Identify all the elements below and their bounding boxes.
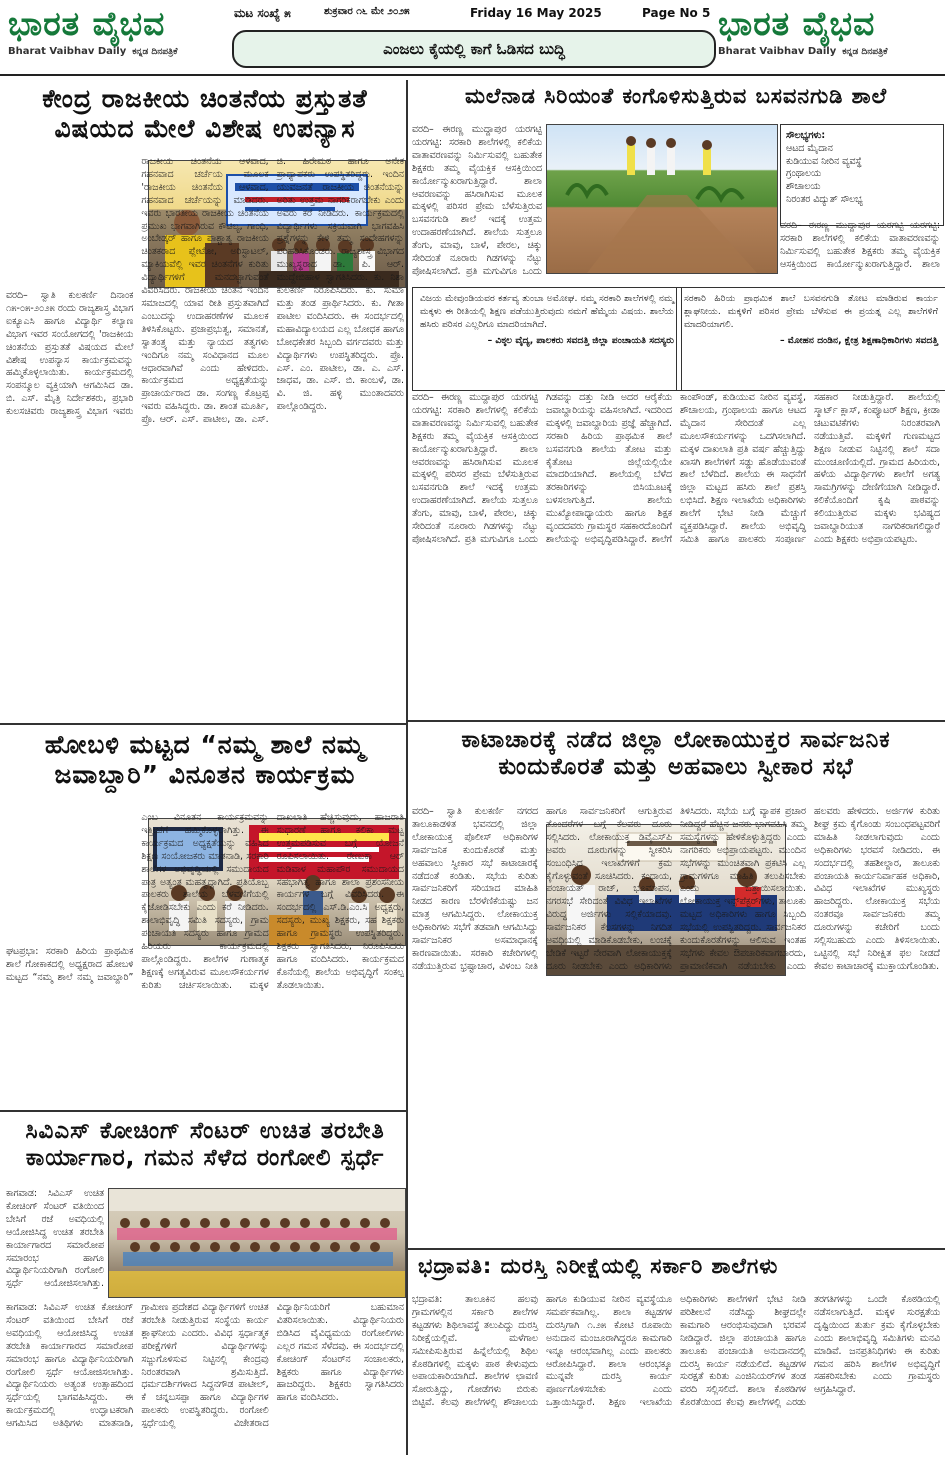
volume-number: ಮಟ ಸಂಖ್ಯೆ ೫ [234,6,291,20]
section-rule [408,720,945,722]
article-body-cvs-main: ಕಾಗವಾಡ: ಸಿವಿಎಸ್ ಉಚಿತ ಕೋಚಿಂಗ್ ಸೆಂಟರ್ ವತಿಯಿಂದ ಬೇಸಿಗೆ ರಜೆ ಅವಧಿಯಲ್ಲಿ ಆಯೋಜಿಸಿದ್ದ ಉಚಿತ ತರಬೇತಿ ಕಾರ್ಯಾಗಾರದ ಸಮಾರೋಪ ಸಮಾರಂಭ ಹಾಗೂ ವಿದ್ಯಾರ್ಥಿನಿಯರಿಗಾಗಿ ರಂಗೋಲಿ ಸ್ಪರ್ಧೆ ಆಯೋಜಿಸಲಾಗಿತ್ತು. ವಿದ್ಯಾರ್ಥಿನಿಯರು ಅತ್ಯಂತ ಉತ್ಸಾಹದಿಂದ ಸ್ಪರ್ಧೆಯಲ್ಲಿ ಭಾಗವಹಿಸಿದ್ದರು. ಈ ಕಾರ್ಯಕ್ರಮದಲ್ಲಿ ಉದ್ಘಾಟಕರಾಗಿ ಆಗಮಿಸಿದ ಅತಿಥಿಗಳು ಮಾತನಾಡಿ, ಗ್ರಾಮೀಣ ಪ್ರದೇಶದ ವಿದ್ಯಾರ್ಥಿಗಳಿಗೆ ಉಚಿತ ತರಬೇತಿ ನೀಡುತ್ತಿರುವ ಸಂಸ್ಥೆಯ ಕಾರ್ಯ ಶ್ಲಾಘನೀಯ ಎಂದರು. ವಿವಿಧ ಸ್ಪರ್ಧಾತ್ಮಕ ಪರೀಕ್ಷೆಗಳಿಗೆ ವಿದ್ಯಾರ್ಥಿಗಳನ್ನು ಸಜ್ಜುಗೊಳಿಸುವ ನಿಟ್ಟಿನಲ್ಲಿ ಕೇಂದ್ರವು ನಿರಂತರವಾಗಿ ಶ್ರಮಿಸುತ್ತಿದೆ. ಧರ್ಮದರ್ಶಿಗಳಾದ ಸಿದ್ದನಗೌಡ ಪಾಟೀಲ್, ಕೆ ಚನ್ನಬಸಪ್ಪಾ ಹಾಗೂ ವಿದ್ಯಾರ್ಥಿಗಳ ಪಾಲಕರು ಉಪಸ್ಥಿತರಿದ್ದರು. ರಂಗೋಲಿ ಸ್ಪರ್ಧೆಯಲ್ಲಿ ವಿಜೇತರಾದ ವಿದ್ಯಾರ್ಥಿನಿಯರಿಗೆ ಬಹುಮಾನ ವಿತರಿಸಲಾಯಿತು. ವಿದ್ಯಾರ್ಥಿನಿಯರು ಬಿಡಿಸಿದ ವೈವಿಧ್ಯಮಯ ರಂಗೋಲಿಗಳು ಎಲ್ಲರ ಗಮನ ಸೆಳೆದವು. ಈ ಸಂದರ್ಭದಲ್ಲಿ ಕೋಚಿಂಗ್ ಸೆಂಟರ್‌ನ ಸಂಚಾಲಕರು, ಶಿಕ್ಷಕರು ಹಾಗೂ ವಿದ್ಯಾರ್ಥಿಗಳು ಹಾಜರಿದ್ದರು. ಶಿಕ್ಷಕರು ಸ್ವಾಗತಿಸಿದರು ಹಾಗೂ ವಂದಿಸಿದರು. [6,1302,404,1430]
page-number: Page No 5 [642,6,711,20]
headline-bhadravathi-schools: ಭದ್ರಾವತಿ: ದುರಸ್ತಿ ನಿರೀಕ್ಷೆಯಲ್ಲಿ ಸರ್ಕಾರಿ ಶಾಲೆಗಳು [418,1254,779,1278]
masthead-logo-left [8,4,228,70]
headline-political-lecture: ಕೇಂದ್ರ ರಾಜಕೀಯ ಚಿಂತನೆಯ ಪ್ರಸ್ತುತತೆ ವಿಷಯದ ಮೇಲೆ ವಿಶೇಷ ಉಪನ್ಯಾಸ [42,84,368,143]
students-photo-illustration [109,1189,405,1297]
logo-kannada: ಭಾರತ ವೈಭವ [8,4,166,43]
facilities-box [780,124,944,226]
facility-item: ಕುಡಿಯುವ ನೀರಿನ ವ್ಯವಸ್ಥೆ [786,155,862,167]
kannada-date: ಶುಕ್ರವಾರ ೧೬ ಮೇ ೨೦೨೫ [324,6,410,17]
photo-school-garden [546,124,778,274]
masthead [0,0,945,76]
issue-date: Friday 16 May 2025 [470,6,602,20]
photo-cvs-students [108,1188,406,1298]
headline-namma-shale: ಹೋಬಳಿ ಮಟ್ಟದ “ನಮ್ಮ ಶಾಲೆ ನಮ್ಮ ಜವಾಬ್ದಾರಿ” ವಿನೂತನ ಕಾರ್ಯಕ್ರಮ [44,730,366,789]
logo-english: Bharat Vaibhav Daily ಕನ್ನಡ ದಿನಪತ್ರಿಕೆ [718,46,888,57]
garden-photo-illustration [547,125,777,273]
facility-item: ಶೌಚಾಲಯ [786,181,821,193]
article-body-bhadravathi: ಭದ್ರಾವತಿ: ತಾಲೂಕಿನ ಹಲವು ಗ್ರಾಮಗಳಲ್ಲಿನ ಸರ್ಕಾರಿ ಶಾಲೆಗಳ ಕಟ್ಟಡಗಳು ಶಿಥಿಲಾವಸ್ಥೆ ತಲುಪಿದ್ದು ದುರಸ್ತಿ ನಿರೀಕ್ಷೆಯಲ್ಲಿವೆ. ಮಳೆಗಾಲ ಸಮೀಪಿಸುತ್ತಿರುವ ಹಿನ್ನೆಲೆಯಲ್ಲಿ ಶಿಥಿಲ ಕೊಠಡಿಗಳಲ್ಲಿ ಮಕ್ಕಳು ಪಾಠ ಕೇಳುವುದು ಅಪಾಯಕಾರಿಯಾಗಿದೆ. ಶಾಲೆಗಳ ಛಾವಣಿ ಸೋರುತ್ತಿದ್ದು, ಗೋಡೆಗಳು ಬಿರುಕು ಬಿಟ್ಟಿವೆ. ಕೆಲವು ಶಾಲೆಗಳಲ್ಲಿ ಶೌಚಾಲಯ ಹಾಗೂ ಕುಡಿಯುವ ನೀರಿನ ವ್ಯವಸ್ಥೆಯೂ ಸಮರ್ಪಕವಾಗಿಲ್ಲ. ಶಾಲಾ ಕಟ್ಟಡಗಳ ದುರಸ್ತಿಗಾಗಿ ೧.೨೫ ಕೋಟಿ ರೂಪಾಯಿ ಅನುದಾನ ಮಂಜೂರಾಗಿದ್ದರೂ ಕಾಮಗಾರಿ ಇನ್ನೂ ಆರಂಭವಾಗಿಲ್ಲ ಎಂದು ಪಾಲಕರು ಆರೋಪಿಸಿದ್ದಾರೆ. ಶಾಲಾ ಆರಂಭಕ್ಕೂ ಮುನ್ನವೇ ದುರಸ್ತಿ ಕಾರ್ಯ ಪೂರ್ಣಗೊಳಿಸಬೇಕು ಎಂದು ಒತ್ತಾಯಿಸಿದ್ದಾರೆ. ಶಿಕ್ಷಣ ಇಲಾಖೆಯ ಅಧಿಕಾರಿಗಳು ಶಾಲೆಗಳಿಗೆ ಭೇಟಿ ನೀಡಿ ಪರಿಶೀಲನೆ ನಡೆಸಿದ್ದು ಶೀಘ್ರದಲ್ಲೇ ಕಾಮಗಾರಿ ಆರಂಭಿಸುವುದಾಗಿ ಭರವಸೆ ನೀಡಿದ್ದಾರೆ. ಜಿಲ್ಲಾ ಪಂಚಾಯತಿ ಹಾಗೂ ತಾಲೂಕು ಪಂಚಾಯತಿ ಅನುದಾನದಲ್ಲಿ ದುರಸ್ತಿ ಕಾರ್ಯ ನಡೆಯಲಿದೆ. ಕಟ್ಟಡಗಳ ಸುರಕ್ಷತೆ ಕುರಿತು ಎಂಜಿನಿಯರ್‌ಗಳ ತಂಡ ವರದಿ ಸಲ್ಲಿಸಲಿದೆ. ಶಾಲಾ ಕೊಠಡಿಗಳ ಕೊರತೆಯಿಂದ ಕೆಲವು ಶಾಲೆಗಳಲ್ಲಿ ಎರಡು ತರಗತಿಗಳನ್ನು ಒಂದೇ ಕೊಠಡಿಯಲ್ಲಿ ನಡೆಸಲಾಗುತ್ತಿದೆ. ಮಕ್ಕಳ ಸುರಕ್ಷತೆಯ ದೃಷ್ಟಿಯಿಂದ ತುರ್ತು ಕ್ರಮ ಕೈಗೊಳ್ಳಬೇಕು ಎಂದು ಶಾಲಾಭಿವೃದ್ಧಿ ಸಮಿತಿಗಳು ಮನವಿ ಮಾಡಿವೆ. ಜನಪ್ರತಿನಿಧಿಗಳು ಈ ಕುರಿತು ಗಮನ ಹರಿಸಿ ಶಾಲೆಗಳ ಅಭಿವೃದ್ಧಿಗೆ ಸಹಕರಿಸಬೇಕು ಎಂದು ಗ್ರಾಮಸ್ಥರು ಆಗ್ರಹಿಸಿದ್ದಾರೆ. [412,1294,940,1409]
article-body-cvs-intro: ಕಾಗವಾಡ: ಸಿವಿಎಸ್ ಉಚಿತ ಕೋಚಿಂಗ್ ಸೆಂಟರ್ ವತಿಯಿಂದ ಬೇಸಿಗೆ ರಜೆ ಅವಧಿಯಲ್ಲಿ ಆಯೋಜಿಸಿದ್ದ ಉಚಿತ ತರಬೇತಿ ಕಾರ್ಯಾಗಾರದ ಸಮಾರೋಪ ಸಮಾರಂಭ ಹಾಗೂ ವಿದ್ಯಾರ್ಥಿನಿಯರಿಗಾಗಿ ರಂಗೋಲಿ ಸ್ಪರ್ಧೆ ಆಯೋಜಿಸಲಾಗಿತ್ತು. [6,1188,104,1290]
issue-info [232,3,712,25]
logo-english: Bharat Vaibhav Daily ಕನ್ನಡ ದಿನಪತ್ರಿಕೆ [8,46,178,57]
facilities-title: ಸೌಲಭ್ಯಗಳು: [786,130,826,141]
article-body-basavanagudi-side: ವರದಿ– ಈರಣ್ಣ ಮುದ್ದಾಪುರ ಯರಗಟ್ಟಿ ಯರಗಟ್ಟಿ: ಸರಕಾರಿ ಶಾಲೆಗಳಲ್ಲಿ ಕಲಿಕೆಯ ವಾತಾವರಣವನ್ನು ನಿರ್ಮಿಸುವಲ್ಲಿ ಬಹುತೇಕ ಶಿಕ್ಷಕರು ತಮ್ಮ ವೈಯಕ್ತಿಕ ಆಸಕ್ತಿಯಿಂದ ಕಾರ್ಯೋನ್ಮುಖರಾಗುತ್ತಿದ್ದಾರೆ. ಶಾಲಾ [780,220,940,270]
article-body-political-lecture: ವರದಿ– ಸ್ವಾತಿ ಕುಲಕರ್ಣಿ ದಿನಾಂಕ ೧೫-೦೫-೨೦೨೫ ರಂದು ರಾಜ್ಯಶಾಸ್ತ್ರ ವಿಭಾಗ ಐಕ್ಯೂಎಸಿ ಹಾಗೂ ವಿದ್ಯಾರ್ಥಿ ಕಲ್ಯಾಣ ವಿಭಾಗ ಇವರ ಸಂಯೋಗದಲ್ಲಿ 'ರಾಜಕೀಯ ಚಿಂತನೆಯ ಪ್ರಸ್ತುತತೆ ವಿಷಯದ ಮೇಲೆ ವಿಶೇಷ ಉಪನ್ಯಾಸ ಕಾರ್ಯಕ್ರಮವನ್ನು ಹಮ್ಮಿಕೊಳ್ಳಲಾಯಿತು. ಕಾರ್ಯಕ್ರಮದಲ್ಲಿ ಸಂಪನ್ಮೂಲ ವ್ಯಕ್ತಿಯಾಗಿ ಆಗಮಿಸಿದ ಡಾ. ಬಿ. ಎಸ್. ಮೈತ್ರಿ ನಿರ್ದೇಶಕರು, ಪ್ರಭಾರಿ ಕುಲಸಚಿವರು ರಾಜ್ಯಶಾಸ್ತ್ರ ವಿಭಾಗ ಇವರು ರಾಜಕೀಯ ಚಿಂತನೆಯ ಆಳವಾದ, ಗಹನವಾದ ಚರ್ಚೆಯ ಮೂಲಕ 'ರಾಜಕೀಯ ಚಿಂತನೆಯ ಆಳವಾದ, ಗಹನವಾದ ಚರ್ಚೆಯನ್ನು ಮಾಡಿದರು. ಇವರು ಭಾರತೀಯ ರಾಜಕೀಯ ಚಿಂತನೆಯ ಪ್ರಮುಖ ಭಾಗವಾಗಿರುವ ಕೌಟಿಲ್ಯ, ಗಾಂಧಿ, ಅಂಬೇಡ್ಕರ್ ಹಾಗೂ ಪಾಶ್ಚಾತ್ಯ ರಾಜಕೀಯ ಚಿಂತಕರಾದ ಪ್ಲೇಟೋ, ಅರಿಸ್ಟಾಟಲ್, ಮ್ಯಾಕಿಯವೆಲ್ಲಿ ಇವರ ಚಿಂತನೆಗಳ ಕುರಿತು ವಿದ್ಯಾರ್ಥಿಗಳಿಗೆ ಮನದಟ್ಟಾಗುವಂತೆ ವಿವರಿಸಿದರು. ರಾಜಕೀಯ ಚಿಂತನೆ ಇಂದಿನ ಸಮಾಜದಲ್ಲಿ ಯಾವ ರೀತಿ ಪ್ರಸ್ತುತವಾಗಿದೆ ಎಂಬುದನ್ನು ಉದಾಹರಣೆಗಳ ಮೂಲಕ ತಿಳಿಸಿಕೊಟ್ಟರು. ಪ್ರಜಾಪ್ರಭುತ್ವ, ಸಮಾನತೆ, ಸ್ವಾತಂತ್ರ್ಯ ಮತ್ತು ನ್ಯಾಯದ ತತ್ವಗಳು ಇಂದಿಗೂ ನಮ್ಮ ಸಂವಿಧಾನದ ಮೂಲ ಆಧಾರವಾಗಿವೆ ಎಂದು ಹೇಳಿದರು. ಕಾರ್ಯಕ್ರಮದ ಅಧ್ಯಕ್ಷತೆಯನ್ನು ಪ್ರಾಚಾರ್ಯರಾದ ಡಾ. ಸಂಗಣ್ಣ ಕೊಟ್ರಪ್ಪ ಇವರು ವಹಿಸಿದ್ದರು. ಡಾ. ಶಾಂತ ಮೂರ್ತಿ, ಪ್ರೊ. ಆರ್. ಎಸ್. ಪಾಟೀಲ, ಡಾ. ಎಸ್. ಜಿ. ಹಿರೇಮಠ ಹಾಗೂ ಅನೇಕ ಪ್ರಾಧ್ಯಾಪಕರು ಉಪಸ್ಥಿತರಿದ್ದರು. ಇಂದಿನ ಯುವಜನತೆ ರಾಜಕೀಯ ಚಿಂತನೆಯನ್ನು ಅರಿತು ಉತ್ತಮ ನಾಗರಿಕರಾಗಬೇಕು ಎಂದು ಅವರು ಕರೆ ನೀಡಿದರು. ಕಾರ್ಯಕ್ರಮದಲ್ಲಿ ವಿದ್ಯಾರ್ಥಿಗಳು ಸಕ್ರಿಯವಾಗಿ ಭಾಗವಹಿಸಿ ಪ್ರಶ್ನೆಗಳನ್ನು ಕೇಳಿ ತಮ್ಮ ಸಂದೇಹಗಳನ್ನು ಪರಿಹರಿಸಿಕೊಂಡರು. ರಾಜ್ಯಶಾಸ್ತ್ರ ವಿಭಾಗದ ಮುಖ್ಯಸ್ಥರಾದ ಡಾ. ಪಿ. ಆರ್. ಮುದ್ದೇಬಿಹಾಳ ಸ್ವಾಗತಿಸಿದರು. ಕು. ನಿಶಾ ಕುಲಕರ್ಣಿ ನಿರೂಪಿಸಿದರು. ಕು. ಸುಮಾ ಮತ್ತು ತಂಡ ಪ್ರಾರ್ಥಿಸಿದರು. ಕು. ಗೀತಾ ಪಾಟೀಲ ವಂದಿಸಿದರು. ಈ ಸಂದರ್ಭದಲ್ಲಿ ಮಹಾವಿದ್ಯಾಲಯದ ಎಲ್ಲ ಬೋಧಕ ಹಾಗೂ ಬೋಧಕೇತರ ಸಿಬ್ಬಂದಿ ವರ್ಗದವರು ಮತ್ತು ವಿದ್ಯಾರ್ಥಿಗಳು ಉಪಸ್ಥಿತರಿದ್ದರು. ಪ್ರೊ. ಎಸ್. ಎಂ. ಪಾಟೀಲ, ಡಾ. ಎ. ಎಸ್. ಜಾಧವ, ಡಾ. ಎಸ್. ಬಿ. ಕಾಂಬಳೆ, ಡಾ. ವಿ. ಜಿ. ಹಳ್ಳಿ ಮುಂತಾದವರು ಪಾಲ್ಗೊಂಡಿದ್ದರು. [6,156,404,718]
masthead-logo-right [718,4,938,70]
photo-wrap-spacer [6,812,133,946]
headline-lokayukta-meeting: ಕಾಟಾಚಾರಕ್ಕೆ ನಡೆದ ಜಿಲ್ಲಾ ಲೋಕಾಯುಕ್ತರ ಸಾರ್ವಜನಿಕ ಕುಂದುಕೊರತೆ ಮತ್ತು ಅಹವಾಲು ಸ್ವೀಕಾರ ಸಭೆ [461,727,891,781]
photo-wrap-spacer [6,156,133,290]
quote-attribution: – ಮೋಹನ ದಂಡಿನ, ಕ್ಷೇತ್ರ ಶಿಕ್ಷಣಾಧಿಕಾರಿಗಳು ಸವದತ್ತಿ [779,335,938,347]
quote-attribution: – ವಿಠ್ಠಲ ವೈದ್ಯ, ಪಾಲಕರು ಸವದತ್ತಿ ಜಿಲ್ಲಾ ಪಂಚಾಯತಿ ಸದಸ್ಯರು [487,335,674,347]
section-rule [408,1248,945,1250]
tagline-banner: ಎಂಜಲು ಕೈಯಲ್ಲಿ ಕಾಗೆ ಓಡಿಸದ ಬುದ್ಧಿ [232,30,716,68]
headline-cvs-coaching: ಸಿವಿಎಸ್ ಕೋಚಿಂಗ್ ಸೆಂಟರ್ ಉಚಿತ ತರಬೇತಿ ಕಾರ್ಯಾಗಾರ, ಗಮನ ಸೆಳೆದ ರಂಗೋಲಿ ಸ್ಪರ್ಧೆ [25,1118,385,1172]
article-body-basavanagudi-main: ವರದಿ– ಈರಣ್ಣ ಮುದ್ದಾಪುರ ಯರಗಟ್ಟಿ ಯರಗಟ್ಟಿ: ಸರಕಾರಿ ಶಾಲೆಗಳಲ್ಲಿ ಕಲಿಕೆಯ ವಾತಾವರಣವನ್ನು ನಿರ್ಮಿಸುವಲ್ಲಿ ಬಹುತೇಕ ಶಿಕ್ಷಕರು ತಮ್ಮ ವೈಯಕ್ತಿಕ ಆಸಕ್ತಿಯಿಂದ ಕಾರ್ಯೋನ್ಮುಖರಾಗುತ್ತಿದ್ದಾರೆ. ಶಾಲಾ ಆವರಣವನ್ನು ಹಸಿರಾಗಿಸುವ ಮೂಲಕ ಮಕ್ಕಳಲ್ಲಿ ಪರಿಸರ ಪ್ರೇಮ ಬೆಳೆಸುತ್ತಿರುವ ಬಸವನಗುಡಿ ಶಾಲೆ ಇದಕ್ಕೆ ಉತ್ತಮ ಉದಾಹರಣೆಯಾಗಿದೆ. ಶಾಲೆಯ ಸುತ್ತಲೂ ತೆಂಗು, ಮಾವು, ಬಾಳೆ, ಪೇರಲ, ಚಿಕ್ಕು ಸೇರಿದಂತೆ ನೂರಾರು ಗಿಡಗಳನ್ನು ನೆಟ್ಟು ಪೋಷಿಸಲಾಗಿದೆ. ಪ್ರತಿ ಮಗುವಿಗೂ ಒಂದು ಗಿಡವನ್ನು ದತ್ತು ನೀಡಿ ಅದರ ಆರೈಕೆಯ ಜವಾಬ್ದಾರಿಯನ್ನು ವಹಿಸಲಾಗಿದೆ. ಇದರಿಂದ ಮಕ್ಕಳಲ್ಲಿ ಜವಾಬ್ದಾರಿಯ ಪ್ರಜ್ಞೆ ಹೆಚ್ಚಾಗಿದೆ. ಸರಕಾರಿ ಹಿರಿಯ ಪ್ರಾಥಮಿಕ ಶಾಲೆ ಬಸವನಗುಡಿ ಶಾಲೆಯ ತೋಟ ಮತ್ತು ಕೈತೋಟ ಜಿಲ್ಲೆಯಲ್ಲಿಯೇ ಮಾದರಿಯಾಗಿದೆ. ಶಾಲೆಯಲ್ಲಿ ಬೆಳೆದ ತರಕಾರಿಗಳನ್ನು ಬಿಸಿಯೂಟಕ್ಕೆ ಬಳಸಲಾಗುತ್ತಿದೆ. ಶಾಲೆಯ ಮುಖ್ಯೋಪಾಧ್ಯಾಯರು ಹಾಗೂ ಶಿಕ್ಷಕ ವೃಂದದವರು ಗ್ರಾಮಸ್ಥರ ಸಹಕಾರದೊಂದಿಗೆ ಶಾಲೆಯನ್ನು ಅಭಿವೃದ್ಧಿಪಡಿಸಿದ್ದಾರೆ. ಶಾಲೆಗೆ ಕಾಂಪೌಂಡ್, ಕುಡಿಯುವ ನೀರಿನ ವ್ಯವಸ್ಥೆ, ಶೌಚಾಲಯ, ಗ್ರಂಥಾಲಯ ಹಾಗೂ ಆಟದ ಮೈದಾನ ಸೇರಿದಂತೆ ಎಲ್ಲ ಮೂಲಸೌಕರ್ಯಗಳನ್ನು ಒದಗಿಸಲಾಗಿದೆ. ಮಕ್ಕಳ ದಾಖಲಾತಿ ಪ್ರತಿ ವರ್ಷ ಹೆಚ್ಚುತ್ತಿದ್ದು ಖಾಸಗಿ ಶಾಲೆಗಳಿಗೆ ಸಡ್ಡು ಹೊಡೆಯುವಂತೆ ಶಾಲೆ ಬೆಳೆದಿದೆ. ಶಾಲೆಯ ಈ ಸಾಧನೆಗೆ ಜಿಲ್ಲಾ ಮಟ್ಟದ ಹಸಿರು ಶಾಲೆ ಪ್ರಶಸ್ತಿ ಲಭಿಸಿದೆ. ಶಿಕ್ಷಣ ಇಲಾಖೆಯ ಅಧಿಕಾರಿಗಳು ಶಾಲೆಗೆ ಭೇಟಿ ನೀಡಿ ಮೆಚ್ಚುಗೆ ವ್ಯಕ್ತಪಡಿಸಿದ್ದಾರೆ. ಶಾಲೆಯ ಅಭಿವೃದ್ಧಿ ಸಮಿತಿ ಹಾಗೂ ಪಾಲಕರು ಸಂಪೂರ್ಣ ಸಹಕಾರ ನೀಡುತ್ತಿದ್ದಾರೆ. ಶಾಲೆಯಲ್ಲಿ ಸ್ಮಾರ್ಟ್ ಕ್ಲಾಸ್, ಕಂಪ್ಯೂಟರ್ ಶಿಕ್ಷಣ, ಕ್ರೀಡಾ ಚಟುವಟಿಕೆಗಳು ನಿರಂತರವಾಗಿ ನಡೆಯುತ್ತಿವೆ. ಮಕ್ಕಳಿಗೆ ಗುಣಮಟ್ಟದ ಶಿಕ್ಷಣ ನೀಡುವ ನಿಟ್ಟಿನಲ್ಲಿ ಶಾಲೆ ಸದಾ ಮುಂಚೂಣಿಯಲ್ಲಿದೆ. ಗ್ರಾಮದ ಹಿರಿಯರು, ಹಳೆಯ ವಿದ್ಯಾರ್ಥಿಗಳು ಶಾಲೆಗೆ ಅಗತ್ಯ ಸಾಮಗ್ರಿಗಳನ್ನು ದೇಣಿಗೆಯಾಗಿ ನೀಡಿದ್ದಾರೆ. ಕಲಿಕೆಯೊಂದಿಗೆ ಕೃಷಿ ಪಾಠವನ್ನು ಕಲಿಯುತ್ತಿರುವ ಮಕ್ಕಳು ಭವಿಷ್ಯದ ಜವಾಬ್ದಾರಿಯುತ ನಾಗರಿಕರಾಗಲಿದ್ದಾರೆ ಎಂದು ಶಿಕ್ಷಕರು ಅಭಿಪ್ರಾಯಪಟ್ಟರು. [412,392,940,545]
headline-basavanagudi-school: ಮಲೆನಾಡ ಸಿರಿಯಂತೆ ಕಂಗೊಳಿಸುತ್ತಿರುವ ಬಸವನಗುಡಿ ಶಾಲೆ [464,84,888,108]
quote-box-parent: ವಿಜಯ ಮೇವುಂಡಿಯವರ ಕರ್ತವ್ಯ ತುಂಬಾ ಅಮೋಘ. ನಮ್ಮ ಸರಕಾರಿ ಶಾಲೆಗಳಲ್ಲಿ ನಮ್ಮ ಮಕ್ಕಳು ಈ ರೀತಿಯಲ್ಲಿ ಶಿಕ್ಷಣ ಪಡೆಯುತ್ತಿರುವುದು ನಮಗೆ ಹೆಮ್ಮೆಯ ವಿಷಯ. ಶಾಲೆಯ ಹಸಿರು ಪರಿಸರ ಎಲ್ಲರಿಗೂ ಮಾದರಿಯಾಗಿದೆ. – ವಿಠ್ಠಲ ವೈದ್ಯ, ಪಾಲಕರು ಸವದತ್ತಿ ಜಿಲ್ಲಾ ಪಂಚಾಯತಿ ಸದಸ್ಯರು [412,287,682,391]
facility-item: ಆಟದ ಮೈದಾನ [786,142,833,154]
facility-item: ಗ್ರಂಥಾಲಯ [786,168,822,180]
quote-box-officer: ಸರಕಾರಿ ಹಿರಿಯ ಪ್ರಾಥಮಿಕ ಶಾಲೆ ಬಸವನಗುಡಿ ತೋಟ ಮಾಡಿರುವ ಕಾರ್ಯ ಶ್ಲಾಘನೀಯ. ಮಕ್ಕಳಿಗೆ ಪರಿಸರ ಪ್ರೇಮ ಬೆಳೆಸುವ ಈ ಪ್ರಯತ್ನ ಎಲ್ಲ ಶಾಲೆಗಳಿಗೆ ಮಾದರಿಯಾಗಲಿ. – ಮೋಹನ ದಂಡಿನ, ಕ್ಷೇತ್ರ ಶಿಕ್ಷಣಾಧಿಕಾರಿಗಳು ಸವದತ್ತಿ [676,287,945,391]
article-body-lokayukta: ವರದಿ– ಸ್ವಾತಿ ಕುಲಕರ್ಣಿ ನಗರದ ತಾಲೂಕಾಡಳಿತ ಭವನದಲ್ಲಿ ಜಿಲ್ಲಾ ಲೋಕಾಯುಕ್ತ ಪೊಲೀಸ್ ಅಧಿಕಾರಿಗಳ ಸಾರ್ವಜನಿಕ ಕುಂದುಕೊರತೆ ಮತ್ತು ಅಹವಾಲು ಸ್ವೀಕಾರ ಸಭೆ ಕಾಟಾಚಾರಕ್ಕೆ ನಡೆದಂತೆ ಕಂಡಿತು. ಸಭೆಯ ಕುರಿತು ಸಾರ್ವಜನಿಕರಿಗೆ ಸರಿಯಾದ ಮಾಹಿತಿ ನೀಡದ ಕಾರಣ ಬೆರಳೆಣಿಕೆಯಷ್ಟು ಜನ ಮಾತ್ರ ಆಗಮಿಸಿದ್ದರು. ಲೋಕಾಯುಕ್ತ ಅಧಿಕಾರಿಗಳು ಸಭೆಗೆ ತಡವಾಗಿ ಆಗಮಿಸಿದ್ದು ಸಾರ್ವಜನಿಕರ ಅಸಮಾಧಾನಕ್ಕೆ ಕಾರಣವಾಯಿತು. ಸರಕಾರಿ ಕಚೇರಿಗಳಲ್ಲಿ ನಡೆಯುತ್ತಿರುವ ಭ್ರಷ್ಟಾಚಾರ, ವಿಳಂಬ ನೀತಿ ಹಾಗೂ ಸಾರ್ವಜನಿಕರಿಗೆ ಆಗುತ್ತಿರುವ ತೊಂದರೆಗಳ ಬಗ್ಗೆ ಕೆಲವರು ದೂರು ಸಲ್ಲಿಸಿದರು. ಲೋಕಾಯುಕ್ತ ಡಿವೈಎಸ್‌ಪಿ ಅವರು ದೂರುಗಳನ್ನು ಸ್ವೀಕರಿಸಿ ಸಂಬಂಧಿಸಿದ ಇಲಾಖೆಗಳಿಗೆ ಕ್ರಮ ಕೈಗೊಳ್ಳುವಂತೆ ಸೂಚಿಸಿದರು. ಕಂದಾಯ, ಪಂಚಾಯತ್ ರಾಜ್, ಭೂಮಾಪನ, ನಗರಸಭೆ ಸೇರಿದಂತೆ ವಿವಿಧ ಇಲಾಖೆಗಳ ವಿರುದ್ಧ ಅರ್ಜಿಗಳು ಸಲ್ಲಿಕೆಯಾದವು. ಸಾರ್ವಜನಿಕರ ಕೆಲಸಗಳನ್ನು ನಿಗದಿತ ಅವಧಿಯಲ್ಲಿ ಮಾಡಿಕೊಡಬೇಕು, ಲಂಚಕ್ಕೆ ಬೇಡಿಕೆ ಇಟ್ಟರೆ ನೇರವಾಗಿ ಲೋಕಾಯುಕ್ತಕ್ಕೆ ದೂರು ನೀಡಬೇಕು ಎಂದು ಅಧಿಕಾರಿಗಳು ತಿಳಿಸಿದರು. ಸಭೆಯ ಬಗ್ಗೆ ವ್ಯಾಪಕ ಪ್ರಚಾರ ನೀಡಿದ್ದರೆ ಹೆಚ್ಚಿನ ಜನರು ಭಾಗವಹಿಸಿ ತಮ್ಮ ಸಮಸ್ಯೆಗಳನ್ನು ಹೇಳಿಕೊಳ್ಳುತ್ತಿದ್ದರು ಎಂದು ನಾಗರಿಕರು ಅಭಿಪ್ರಾಯಪಟ್ಟರು. ಮುಂದಿನ ಸಭೆಗಳನ್ನು ಮುಂಚಿತವಾಗಿ ಪ್ರಕಟಿಸಿ ಎಲ್ಲ ಗ್ರಾಮಗಳಿಗೂ ಮಾಹಿತಿ ತಲುಪಿಸಬೇಕು ಎಂದು ಒತ್ತಾಯಿಸಲಾಯಿತು. ಲೋಕಾಯುಕ್ತ ಇನ್ಸ್‌ಪೆಕ್ಟರ್‌ಗಳು, ತಾಲೂಕು ಮಟ್ಟದ ಅಧಿಕಾರಿಗಳು ಹಾಗೂ ಸಿಬ್ಬಂದಿ ಸಭೆಯಲ್ಲಿ ಉಪಸ್ಥಿತರಿದ್ದರು. ಸಾರ್ವಜನಿಕರ ಕುಂದುಕೊರತೆಗಳನ್ನು ಆಲಿಸುವ ಇಂತಹ ಸಭೆಗಳು ಕೇವಲ ಔಪಚಾರಿಕವಾಗಬಾರದು, ಪ್ರಾಮಾಣಿಕವಾಗಿ ನಡೆಯಬೇಕು ಎಂದು ಹಲವರು ಹೇಳಿದರು. ಅರ್ಜಿಗಳ ಕುರಿತು ಶೀಘ್ರ ಕ್ರಮ ಕೈಗೊಂಡು ಸಂಬಂಧಪಟ್ಟವರಿಗೆ ಮಾಹಿತಿ ನೀಡಲಾಗುವುದು ಎಂದು ಅಧಿಕಾರಿಗಳು ಭರವಸೆ ನೀಡಿದರು. ಈ ಸಂದರ್ಭದಲ್ಲಿ ತಹಶೀಲ್ದಾರ, ತಾಲೂಕು ಪಂಚಾಯತಿ ಕಾರ್ಯನಿರ್ವಾಹಕ ಅಧಿಕಾರಿ, ವಿವಿಧ ಇಲಾಖೆಗಳ ಮುಖ್ಯಸ್ಥರು ಹಾಜರಿದ್ದರು. ಲೋಕಾಯುಕ್ತ ಸಭೆಯ ನಂತರವೂ ಸಾರ್ವಜನಿಕರು ತಮ್ಮ ದೂರುಗಳನ್ನು ಕಚೇರಿಗೆ ಬಂದು ಸಲ್ಲಿಸಬಹುದು ಎಂದು ತಿಳಿಸಲಾಯಿತು. ಒಟ್ಟಿನಲ್ಲಿ ಸಭೆ ನಿರೀಕ್ಷಿತ ಫಲ ನೀಡದೆ ಕೇವಲ ಕಾಟಾಚಾರಕ್ಕೆ ಮುಕ್ತಾಯಗೊಂಡಿತು. [412,806,940,972]
logo-kannada: ಭಾರತ ವೈಭವ [718,4,876,43]
article-body-basavanagudi-intro: ವರದಿ– ಈರಣ್ಣ ಮುದ್ದಾಪುರ ಯರಗಟ್ಟಿ ಯರಗಟ್ಟಿ: ಸರಕಾರಿ ಶಾಲೆಗಳಲ್ಲಿ ಕಲಿಕೆಯ ವಾತಾವರಣವನ್ನು ನಿರ್ಮಿಸುವಲ್ಲಿ ಬಹುತೇಕ ಶಿಕ್ಷಕರು ತಮ್ಮ ವೈಯಕ್ತಿಕ ಆಸಕ್ತಿಯಿಂದ ಕಾರ್ಯೋನ್ಮುಖರಾಗುತ್ತಿದ್ದಾರೆ. ಶಾಲಾ ಆವರಣವನ್ನು ಹಸಿರಾಗಿಸುವ ಮೂಲಕ ಮಕ್ಕಳಲ್ಲಿ ಪರಿಸರ ಪ್ರೇಮ ಬೆಳೆಸುತ್ತಿರುವ ಬಸವನಗುಡಿ ಶಾಲೆ ಇದಕ್ಕೆ ಉತ್ತಮ ಉದಾಹರಣೆಯಾಗಿದೆ. ಶಾಲೆಯ ಸುತ್ತಲೂ ತೆಂಗು, ಮಾವು, ಬಾಳೆ, ಪೇರಲ, ಚಿಕ್ಕು ಸೇರಿದಂತೆ ನೂರಾರು ಗಿಡಗಳನ್ನು ನೆಟ್ಟು ಪೋಷಿಸಲಾಗಿದೆ. ಪ್ರತಿ ಮಗುವಿಗೂ ಒಂದು [412,124,542,277]
section-rule [0,1110,406,1112]
article-body-namma-shale: ಘಟಪ್ರಭಾ: ಸರಕಾರಿ ಹಿರಿಯ ಪ್ರಾಥಮಿಕ ಶಾಲೆ ಗೋಕಾಕದಲ್ಲಿ ಅಧ್ಯಕ್ಷರಾದ ಹೋಬಳಿ ಮಟ್ಟದ “ನಮ್ಮ ಶಾಲೆ ನಮ್ಮ ಜವಾಬ್ದಾರಿ” ಎಂಬ ವಿನೂತನ ಕಾರ್ಯಕ್ರಮವನ್ನು ಇತ್ತೀಚೆಗೆ ಹಮ್ಮಿಕೊಳ್ಳಲಾಗಿತ್ತು. ಈ ಕಾರ್ಯಕ್ರಮದ ಅಧ್ಯಕ್ಷತೆಯನ್ನು ವಹಿಸಿದ ಶಿಕ್ಷಣ ಸಂಯೋಜಕರು ಮಾತನಾಡಿ, ಸರಕಾರಿ ಶಾಲೆಗಳ ಅಭಿವೃದ್ಧಿಯಲ್ಲಿ ಸಮುದಾಯದ ಪಾತ್ರ ಅತ್ಯಂತ ಮಹತ್ವದ್ದಾಗಿದೆ. ಪ್ರತಿಯೊಬ್ಬ ಪಾಲಕರು ಶಾಲೆಯ ಬೆಳವಣಿಗೆಯಲ್ಲಿ ಕೈಜೋಡಿಸಬೇಕು ಎಂದು ಕರೆ ನೀಡಿದರು. ಶಾಲಾಭಿವೃದ್ಧಿ ಸಮಿತಿ ಸದಸ್ಯರು, ಗ್ರಾಮ ಪಂಚಾಯತಿ ಸದಸ್ಯರು ಹಾಗೂ ಗ್ರಾಮದ ಹಿರಿಯರು ಕಾರ್ಯಕ್ರಮದಲ್ಲಿ ಪಾಲ್ಗೊಂಡಿದ್ದರು. ಶಾಲೆಗಳ ಗುಣಾತ್ಮಕ ಶಿಕ್ಷಣಕ್ಕೆ ಅಗತ್ಯವಿರುವ ಮೂಲಸೌಕರ್ಯಗಳ ಕುರಿತು ಚರ್ಚಿಸಲಾಯಿತು. ಮಕ್ಕಳ ದಾಖಲಾತಿ ಹೆಚ್ಚಿಸುವುದು, ಹಾಜರಾತಿ ಸುಧಾರಣೆ ಹಾಗೂ ಕಲಿಕಾ ಮಟ್ಟ ಉತ್ತಮಪಡಿಸುವ ಬಗ್ಗೆ ಯೋಜನೆ ರೂಪಿಸಲಾಯಿತು. ರೇಣುಕಾ ಆರ್ ಮಡಿವಾಳ ಮಹಾಪೌರ ಸಮುದಾಯದ ಸಹಭಾಗಿತ್ವ ಹಾಗೂ ಶಾಲಾ ಪ್ರಶಂಸನೀಯ ಕಾರ್ಯಗಳ ಬಗ್ಗೆ ವಿವರಿಸಿದರು. ಈ ಸಂದರ್ಭದಲ್ಲಿ ಎಸ್.ಡಿ.ಎಂ.ಸಿ ಅಧ್ಯಕ್ಷರು, ಸದಸ್ಯರು, ಮುಖ್ಯ ಶಿಕ್ಷಕರು, ಸಹ ಶಿಕ್ಷಕರು ಹಾಗೂ ಗ್ರಾಮಸ್ಥರು ಉಪಸ್ಥಿತರಿದ್ದರು. ಶಿಕ್ಷಕರು ಸ್ವಾಗತಿಸಿದರು, ನಿರೂಪಿಸಿದರು ಹಾಗೂ ವಂದಿಸಿದರು. ಕಾರ್ಯಕ್ರಮದ ಕೊನೆಯಲ್ಲಿ ಶಾಲೆಯ ಅಭಿವೃದ್ಧಿಗೆ ಸಂಕಲ್ಪ ತೊಡಲಾಯಿತು. [6,812,404,1104]
section-rule [0,723,406,725]
facility-item: ನಿರಂತರ ವಿದ್ಯುತ್ ಸೌಲಭ್ಯ [786,193,863,205]
